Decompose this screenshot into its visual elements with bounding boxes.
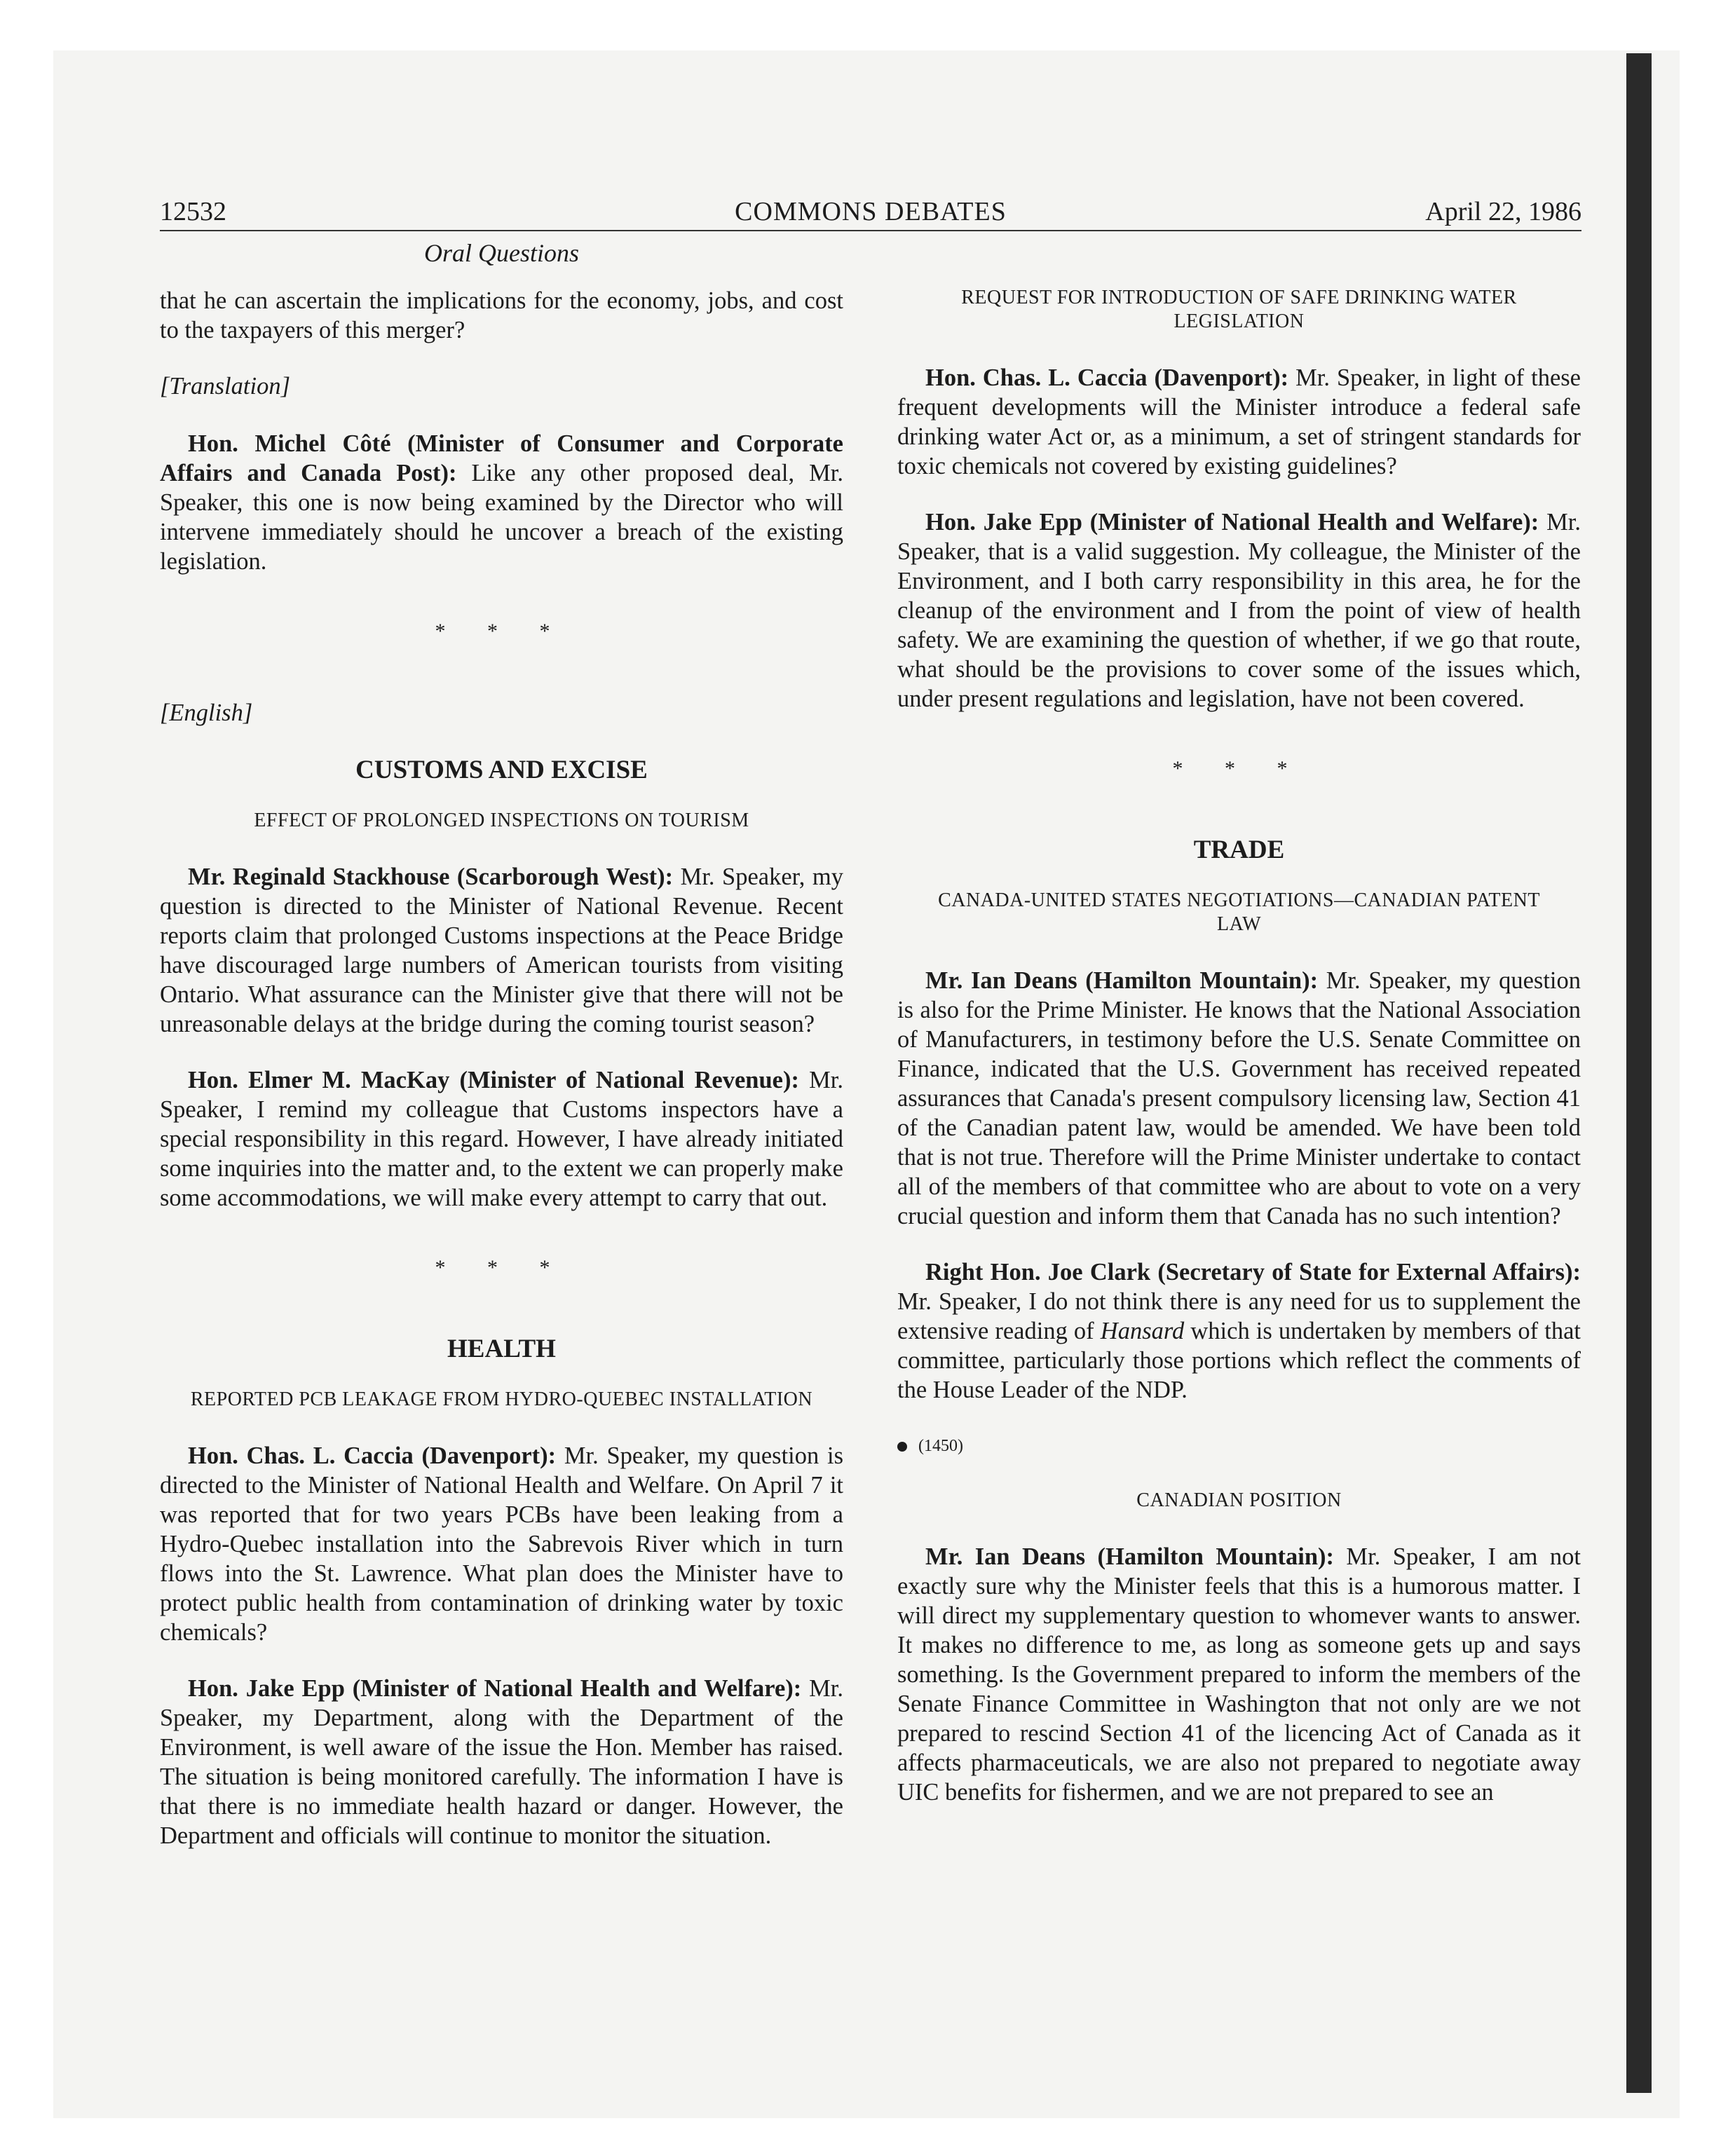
section-separator: * * * (435, 620, 569, 643)
section-heading: TRADE (1193, 835, 1285, 864)
page-header (160, 193, 1581, 231)
publication-date: April 22, 1986 (1425, 197, 1581, 226)
speaker-name: Hon. Jake Epp (Minister of National Health and Welfare): (925, 509, 1539, 535)
section-subheading: CANADA-UNITED STATES NEGOTIATIONS—CANADIAN PATENT LAW (938, 889, 1540, 935)
section-subheading: CANADIAN POSITION (1136, 1489, 1342, 1511)
section-separator: * * * (1172, 757, 1306, 780)
paragraph (897, 363, 1581, 481)
paragraph (897, 1257, 1581, 1405)
section-heading: HEALTH (447, 1335, 556, 1363)
speech-text: Mr. Speaker, that is a valid suggestion. My colleague, the Minister of the Environment, and I both carry responsibility in this area, he for the cleanup of the environment and I from the point of view of health safety. We are examining the question of whether, if we go that route, what should be the provisions to cover some of the issues which, under present regulations and legislation, have not been covered. (897, 509, 1581, 712)
paragraph (160, 429, 843, 576)
time-marker (897, 1431, 1581, 1461)
speech-text: Mr. Speaker, in light of these frequent developments will the Minister introduce a federal safe drinking water Act or, as a minimum, a set of stringent standards for toxic chemicals not covered by existing guidelines? (897, 364, 1581, 479)
hansard-italic: Hansard (1100, 1318, 1185, 1344)
speech-text: Mr. Speaker, my Department, along with the Department of the Environment, is well aware of the issue the Hon. Member has raised. The situation is being monitored carefully. The information I have is that there is no immediate health hazard or danger. However, the Department and officials will continue to monitor the situation. (160, 1675, 844, 1849)
paragraph (897, 966, 1581, 1231)
scan-edge-shadow (1626, 53, 1652, 2093)
paragraph (160, 1441, 843, 1647)
speech-text: Mr. Speaker, my question is also for the Prime Minister. He knows that the National Association of Manufacturers, in testimony before the U.S. Senate Committee on Finance, indicated that the U.S. Government has received repeated assurances that Canada's present compulsory licensing law, Section 41 of the Canadian patent law, would be amended. We have been told that is not true. Therefore will the Prime Minister undertake to contact all of the members of that committee who are about to vote on a very crucial question and inform them that Canada has no such intention? (897, 967, 1581, 1229)
paragraph: that he can ascertain the implications for the economy, jobs, and cost to the taxpayers of this merger? (160, 287, 843, 343)
paragraph (160, 1674, 843, 1850)
paragraph (897, 1542, 1581, 1807)
paragraph (897, 507, 1581, 714)
section-subheading: REQUEST FOR INTRODUCTION OF SAFE DRINKING WATER LEGISLATION (961, 287, 1517, 332)
speaker-name: Hon. Chas. L. Caccia (Davenport): (188, 1442, 557, 1469)
right-column (897, 286, 1581, 1834)
speech-text: Mr. Speaker, I am not exactly sure why the Minister feels that this is a humorous matter. I will direct my supplementary question to whomever wants to answer. It makes no difference to me, as long as someone gets up and says something. Is the Government prepared to inform the members of the Senate Finance Committee in Washington that not only are we not prepared to rescind Section 41 of the licencing Act of Canada as it affects pharmaceuticals, we are also not prepared to negotiate away UIC benefits for fishermen, and we are not prepared to see an (897, 1543, 1581, 1806)
speaker-name: Right Hon. Joe Clark (Secretary of State for External Affairs): (925, 1259, 1581, 1285)
section-subheading: REPORTED PCB LEAKAGE FROM HYDRO-QUEBEC INSTALLATION (190, 1389, 813, 1410)
speaker-name: Hon. Michel Côté (Minister of Consumer and Corporate Affairs and Canada Post): (160, 430, 843, 486)
section-heading: CUSTOMS AND EXCISE (355, 756, 648, 784)
section-separator: * * * (435, 1256, 569, 1279)
speaker-name: Hon. Chas. L. Caccia (Davenport): (925, 364, 1289, 391)
language-note: [English] (160, 700, 253, 726)
speech-text: Like any other proposed deal, Mr. Speaker, this one is now being examined by the Director who will intervene immediately should he uncover a breach of the existing legislation. (160, 460, 843, 575)
speech-text: which is undertaken by members of that committee, particularly those portions which reflect the comments of the House Leader of the NDP. (897, 1318, 1581, 1403)
speech-text: Mr. Speaker, I do not think there is any need for us to supplement the extensive reading of (897, 1288, 1581, 1344)
paragraph (160, 862, 843, 1039)
left-column (160, 286, 843, 1877)
section-subheading: EFFECT OF PROLONGED INSPECTIONS ON TOURISM (254, 810, 749, 831)
bullet-dot-icon (897, 1442, 907, 1452)
speaker-name: Mr. Ian Deans (Hamilton Mountain): (925, 1543, 1334, 1570)
speaker-name: Mr. Ian Deans (Hamilton Mountain): (925, 967, 1319, 994)
time-marker-label: (1450) (918, 1437, 963, 1455)
page-number: 12532 (160, 197, 226, 226)
speech-text: Mr. Speaker, my question is directed to the Minister of National Health and Welfare. On April 7 it was reported that for two years PCBs have been leaking from a Hydro-Quebec installation into the Sabrevois River which in turn flows into the St. Lawrence. What plan does the Minister have to protect public health from contamination of drinking water by toxic chemicals? (160, 1442, 844, 1646)
language-note: [Translation] (160, 373, 290, 400)
publication-title: COMMONS DEBATES (735, 197, 1007, 226)
paragraph (160, 1065, 843, 1213)
speaker-name: Hon. Elmer M. MacKay (Minister of National Revenue): (188, 1067, 799, 1093)
section-subheader: Oral Questions (423, 239, 579, 267)
speaker-name: Mr. Reginald Stackhouse (Scarborough West): (188, 864, 674, 890)
speaker-name: Hon. Jake Epp (Minister of National Health and Welfare): (188, 1675, 802, 1702)
speech-text: Mr. Speaker, my question is directed to the Minister of National Revenue. Recent reports claim that prolonged Customs inspections at the Peace Bridge have discouraged large numbers of American tourists from visiting Ontario. What assurance can the Minister give that there will not be unreasonable delays at the bridge during the coming tourist season? (160, 864, 843, 1037)
speech-text: Mr. Speaker, I remind my colleague that Customs inspectors have a special responsibility in this regard. However, I have already initiated some inquiries into the matter and, to the extent we can properly make some accommodations, we will make every attempt to carry that out. (160, 1067, 844, 1211)
